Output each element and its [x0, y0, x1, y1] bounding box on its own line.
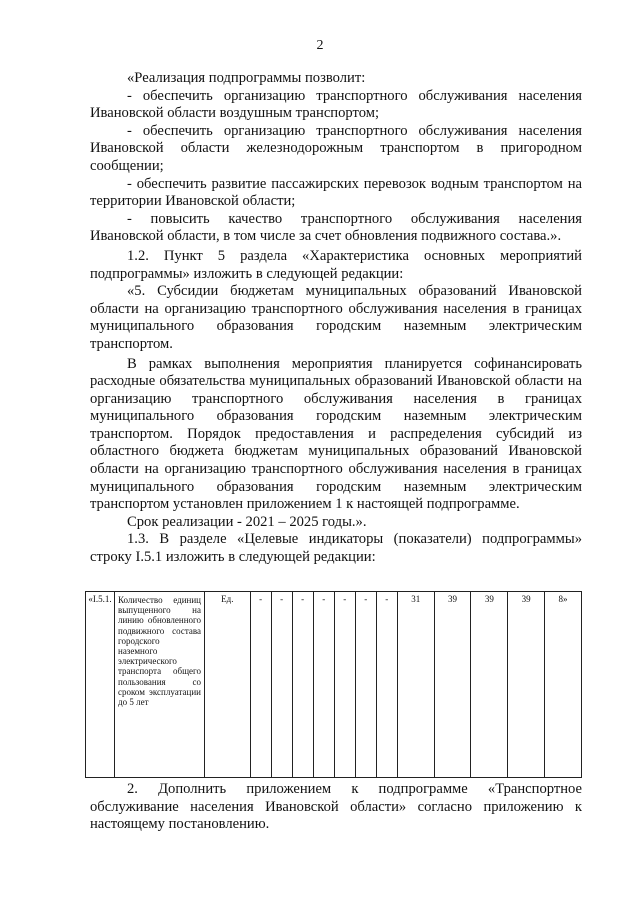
value-cell: 39 [434, 592, 471, 778]
paragraph: - обеспечить организацию транспортного обслуживания населения Ивановской области железнодорожным транспортом в пригородном сообщении; [90, 122, 582, 174]
paragraph: В рамках выполнения мероприятия планируется софинансировать расходные обязательства муниципальных образований Ивановской области на организацию транспортного обслуживания населения в границах муниципального образования городским наземным электрическим транспортом. Порядок предоставления и распределения субсидий из областного бюджета бюджетам муниципальных образований Ивановской области на организацию транспортного обслуживания населения в границах муниципального образования городским наземным электрическим транспортом установлен приложением 1 к настоящей подпрограмме. [90, 355, 582, 513]
paragraph: - повысить качество транспортного обслуживания населения Ивановской области, в том числе за счет обновления подвижного состава.». [90, 210, 582, 245]
closing-section [90, 781, 582, 834]
value-cell: 39 [471, 592, 508, 778]
value-cell: - [355, 592, 376, 778]
paragraph: - обеспечить организацию транспортного обслуживания населения Ивановской области воздушным транспортом; [90, 87, 582, 122]
row-code: «I.5.1. [86, 592, 115, 778]
value-cell: 31 [397, 592, 434, 778]
table-row [86, 592, 582, 778]
value-cell: - [313, 592, 334, 778]
paragraph: 1.2. Пункт 5 раздела «Характеристика основных мероприятий подпрограммы» изложить в следующей редакции: [90, 247, 582, 282]
paragraph: 1.3. В разделе «Целевые индикаторы (показатели) подпрограммы» строку I.5.1 изложить в следующей редакции: [90, 531, 582, 566]
indicator-table [85, 591, 582, 778]
indicator-name: Количество единиц выпущенного на линию обновленного подвижного состава городского наземного электрического транспорта общего пользования со сроком эксплуатации до 5 лет [115, 592, 205, 778]
value-cell: - [250, 592, 271, 778]
page-number: 2 [316, 38, 324, 53]
value-cell: 8» [545, 592, 582, 778]
paragraph: «5. Субсидии бюджетам муниципальных образований Ивановской области на организацию транспортного обслуживания населения в границах муниципального образования городским наземным электрическим транспортом. [90, 283, 582, 352]
value-cell: - [292, 592, 313, 778]
value-cell: 39 [508, 592, 545, 778]
paragraph: Срок реализации - 2021 – 2025 годы.». [127, 513, 367, 530]
paragraph: 2. Дополнить приложением к подпрограмме «Транспортное обслуживание населения Ивановской области» согласно приложению к настоящему постановлению. [90, 781, 582, 833]
paragraph: «Реализация подпрограммы позволит: [127, 70, 366, 86]
value-cell: - [376, 592, 397, 778]
value-cell: - [271, 592, 292, 778]
document-body [90, 70, 582, 567]
value-cell: - [334, 592, 355, 778]
paragraph: - обеспечить развитие пассажирских перевозок водным транспортом на территории Ивановской области; [90, 175, 582, 210]
unit-cell: Ед. [205, 592, 251, 778]
